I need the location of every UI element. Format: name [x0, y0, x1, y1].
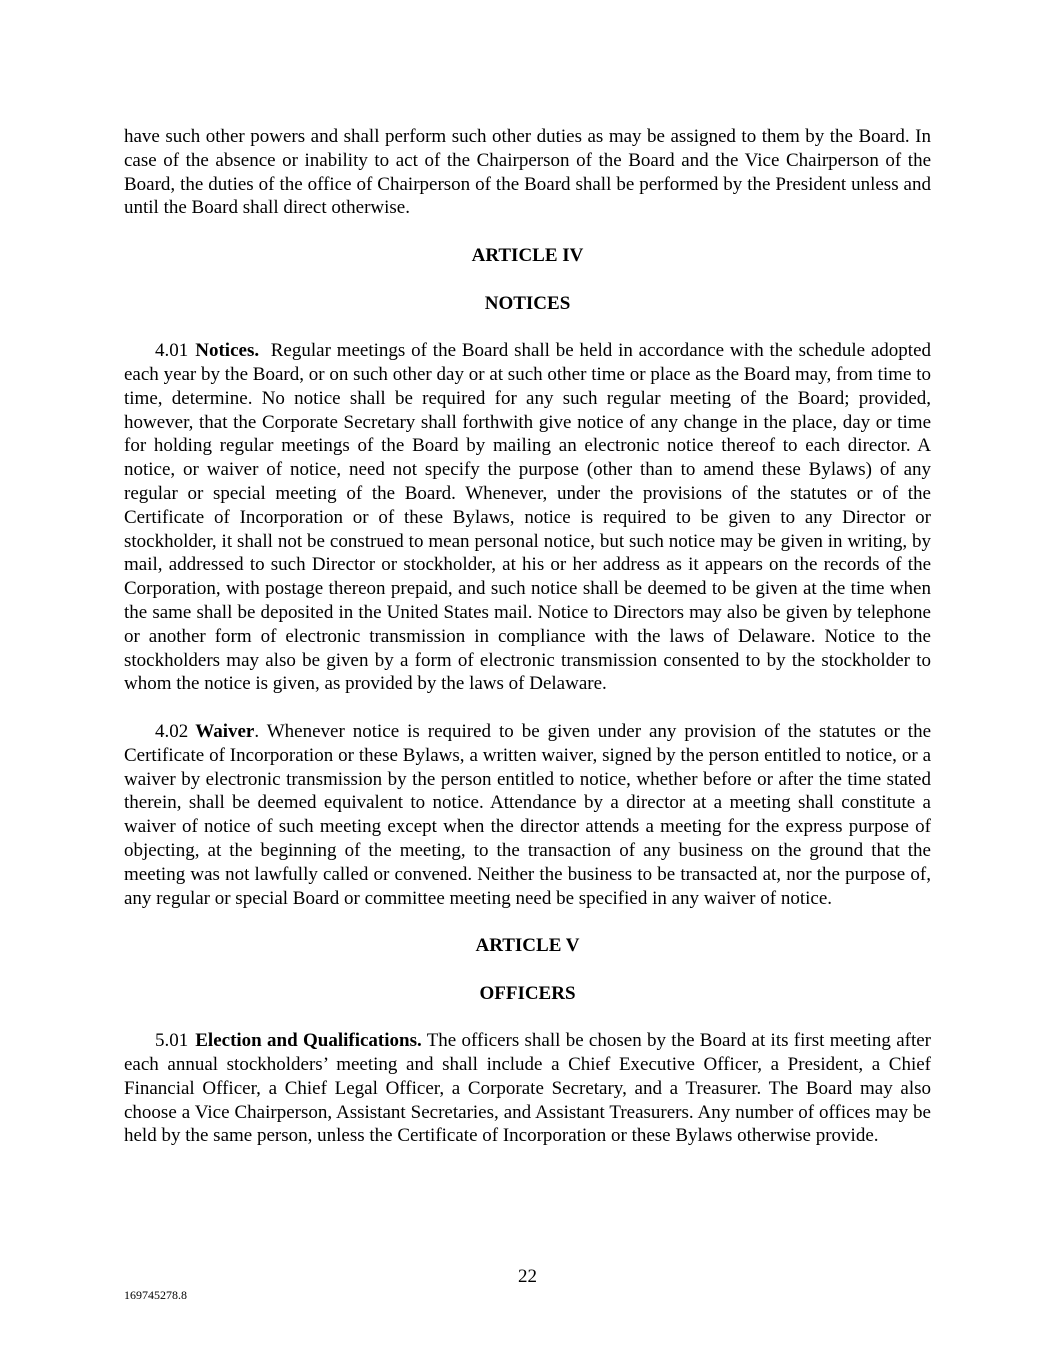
section-4-01-number: 4.01	[155, 340, 189, 362]
section-5-01-paragraph	[124, 1029, 931, 1148]
page-number: 22	[518, 1266, 537, 1287]
section-4-02-number: 4.02	[155, 720, 189, 742]
section-4-01-paragraph	[124, 339, 931, 696]
intro-paragraph: have such other powers and shall perform such other duties as may be assigned to them by the Board. In case of the absence or inability to act of the Chairperson of the Board and the Vice Chairperson of the Board, the duties of the office of Chairperson of the Board shall be performed by the President unless and until the Board shall direct otherwise.	[124, 126, 931, 219]
article-5-title: OFFICERS	[479, 982, 576, 1004]
spacer	[124, 696, 931, 720]
section-4-02-text: . Whenever notice is required to be given under any provision of the statutes or the Certificate of Incorporation or these Bylaws, a written waiver, signed by the person entitled to notice, or a waiver by electronic transmission by the person entitled to notice, whether before or after the time stated therein, shall be deemed equivalent to notice. Attendance by a director at a meeting shall constitute a waiver of notice of such meeting except when the director attends a meeting for the express purpose of objecting, at the beginning of the meeting, to the transaction of any business on the ground that the meeting was not lawfully called or convened. Neither the business to be transacted at, nor the purpose of, any regular or special Board or committee meeting need be specified in any waiver of notice.	[124, 720, 931, 909]
spacer	[124, 910, 931, 934]
article-4-number: ARTICLE IV	[471, 244, 584, 266]
section-5-01-title: Election and Qualifications.	[195, 1030, 422, 1052]
spacer	[124, 1005, 931, 1029]
article-5-number: ARTICLE V	[475, 935, 580, 957]
spacer	[124, 220, 931, 244]
article-4-title: NOTICES	[484, 292, 571, 314]
section-4-02-title: Waiver	[195, 720, 255, 742]
spacer	[124, 268, 931, 292]
section-5-01-number: 5.01	[155, 1030, 189, 1052]
section-5-01-text: The officers shall be chosen by the Board at its first meeting after each annual stockholders’ meeting and shall include a Chief Executive Officer, a President, a Chief Financial Officer, a Chief Legal Officer, a Corporate Secretary, and a Treasurer. The Board may also choose a Vice Chairperson, Assistant Secretaries, and Assistant Treasurers. Any number of offices may be held by the same person, unless the Certificate of Incorporation or these Bylaws otherwise provide.	[124, 1030, 931, 1147]
section-4-01-text: Regular meetings of the Board shall be held in accordance with the schedule adopted each year by the Board, or on such other day or at such other time or place as the Board may, from time to time, determine. No notice shall be required for any such regular meeting of the Board; provided, however, that the Corporate Secretary shall forthwith give notice of any change in the place, day or time for holding regular meetings of the Board by mailing an electronic notice thereof to each director. A notice, or waiver of notice, need not specify the purpose (other than to amend these Bylaws) of any regular or special meeting of the Board. Whenever, under the provisions of the statutes or of the Certificate of Incorporation or of these Bylaws, notice is required to be given to any Director or stockholder, it shall not be construed to mean personal notice, but such notice may be given in writing, by mail, addressed to such Director or stockholder, at his or her address as it appears on the records of the Corporation, with postage thereon prepaid, and such notice shall be deemed to be given at the time when the same shall be deposited in the United States mail. Notice to Directors may also be given by telephone or another form of electronic transmission in compliance with the laws of Delaware. Notice to the stockholders may also be given by a form of electronic transmission consented to by the stockholder to whom the notice is given, as provided by the laws of Delaware.	[124, 340, 932, 695]
document-id: 169745278.8	[124, 1288, 187, 1302]
spacer	[124, 315, 931, 339]
document-body	[124, 125, 931, 1148]
spacer	[124, 958, 931, 982]
section-4-02-paragraph	[124, 720, 931, 910]
section-4-01-title: Notices.	[195, 340, 260, 362]
